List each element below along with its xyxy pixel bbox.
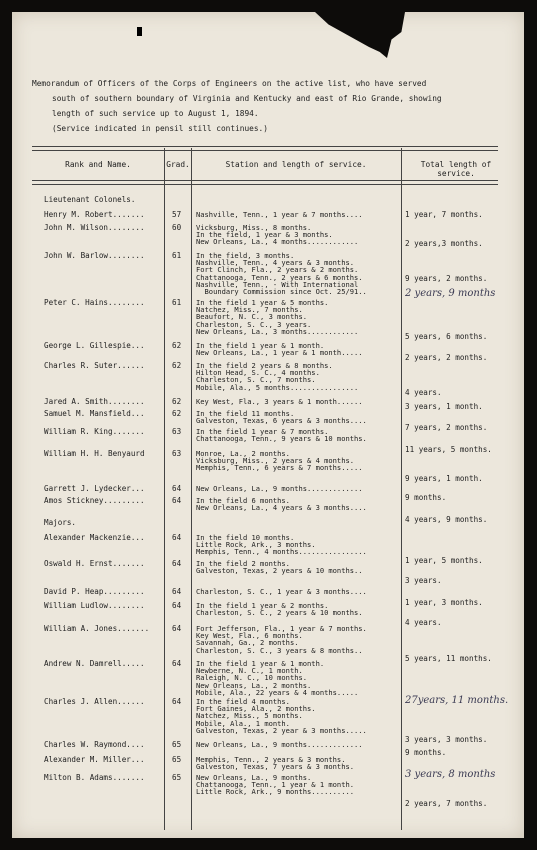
station-line: Mobile, Ala., 1 month. xyxy=(196,718,290,728)
station-line: Charleston, S. C., 7 months. xyxy=(196,375,316,385)
officer-name: Oswald H. Ernst....... xyxy=(44,559,145,568)
torn-corner xyxy=(315,12,405,62)
officer-name: William R. King....... xyxy=(44,427,145,436)
station-line: Mobile, Ala., 22 years & 4 months..... xyxy=(196,687,359,697)
column-divider xyxy=(401,148,402,830)
station-line: Boundary Commission since Oct. 25/91.. xyxy=(196,287,367,296)
station-line: In the field 2 months. xyxy=(196,559,290,568)
officer-name: Lieutenant Colonels. xyxy=(44,195,136,204)
grad-year: 65 xyxy=(172,740,182,749)
grad-year: 62 xyxy=(172,361,182,370)
station-line: In the field 6 months. xyxy=(196,496,290,505)
station-line: In the field, 1 year & 3 months. xyxy=(196,230,333,240)
station-line: Memphis, Tenn., 2 years & 3 months. xyxy=(196,755,346,764)
officer-name: Charles R. Suter...... xyxy=(44,361,145,370)
officer-name: Jared A. Smith........ xyxy=(44,397,145,406)
grad-year: 64 xyxy=(172,533,182,542)
grad-year: 63 xyxy=(172,427,182,436)
officer-name: Andrew N. Damrell..... xyxy=(44,659,145,668)
grad-year: 65 xyxy=(172,755,182,764)
station-line: Nashville, Tenn., - With International xyxy=(196,279,359,289)
total-service: 4 years. xyxy=(405,388,442,397)
grad-year: 62 xyxy=(172,341,182,350)
officer-name: George L. Gillespie... xyxy=(44,341,145,350)
station-line: Galveston, Texas, 6 years & 3 months.... xyxy=(196,416,367,426)
station-line: Natchez, Miss., 5 months. xyxy=(196,711,303,721)
station-line: Memphis, Tenn., 6 years & 7 months..... xyxy=(196,463,363,473)
total-service: 2 years,3 months. xyxy=(405,239,483,248)
column-divider xyxy=(191,148,192,830)
grad-year: 60 xyxy=(172,223,182,232)
station-line: Memphis, Tenn., 4 months................ xyxy=(196,547,367,557)
station-line: Little Rock, Ark., 3 months. xyxy=(196,540,316,550)
station-line: Savannah, Ga., 2 months. xyxy=(196,638,299,648)
total-service: 7 years, 2 months. xyxy=(405,423,488,432)
total-service: 11 years, 5 months. xyxy=(405,445,492,454)
officer-name: Samuel M. Mansfield... xyxy=(44,409,145,418)
station-line: Fort Jefferson, Fla., 1 year & 7 months. xyxy=(196,624,367,633)
header-rank: Rank and Name. xyxy=(65,160,131,169)
station-line: Galveston, Texas, 7 years & 3 months. xyxy=(196,762,355,772)
pencil-annotation: 3 years, 8 months xyxy=(405,769,496,780)
station-line: Nashville, Tenn., 1 year & 7 months.... xyxy=(196,210,363,219)
grad-year: 64 xyxy=(172,697,182,706)
grad-year: 64 xyxy=(172,624,182,633)
station-line: New Orleans, La., 4 months............ xyxy=(196,237,359,247)
officer-name: Milton B. Adams....... xyxy=(44,773,145,782)
total-service: 1 year, 5 months. xyxy=(405,556,483,565)
header-station: Station and length of service. xyxy=(225,160,367,169)
officer-name: William A. Jones....... xyxy=(44,624,150,633)
header-grad: Grad. xyxy=(166,160,190,169)
total-service: 2 years, 7 months. xyxy=(405,799,488,808)
station-line: Raleigh, N. C., 10 months. xyxy=(196,673,308,683)
grad-year: 64 xyxy=(172,559,182,568)
grad-year: 64 xyxy=(172,484,182,493)
officer-name: John W. Barlow........ xyxy=(44,251,145,260)
station-line: Chattanooga, Tenn., 1 year & 1 month. xyxy=(196,780,355,790)
grad-year: 63 xyxy=(172,449,182,458)
total-service: 3 years, 3 months. xyxy=(405,735,488,744)
grad-year: 62 xyxy=(172,409,182,418)
total-service: 3 years, 1 month. xyxy=(405,402,483,411)
station-line: New Orleans, La., 9 months............. xyxy=(196,484,363,493)
station-line: Galveston, Texas, 2 year & 3 months..... xyxy=(196,725,367,735)
station-line: In the field 10 months. xyxy=(196,533,295,542)
officer-name: William Ludlow........ xyxy=(44,601,145,610)
station-line: Nashville, Tenn., 4 years & 3 months. xyxy=(196,258,355,268)
total-service: 2 years, 2 months. xyxy=(405,353,488,362)
intro-line: south of southern boundary of Virginia and Kentucky and east of Rio Grande, showing xyxy=(52,94,442,103)
total-service: 4 years. xyxy=(405,618,442,627)
station-line: New Orleans, La., 2 months. xyxy=(196,680,312,690)
station-line: In the field, 3 months. xyxy=(196,251,295,260)
station-line: Galveston, Texas, 2 years & 10 months.. xyxy=(196,566,363,576)
total-service: 1 year, 3 months. xyxy=(405,598,483,607)
station-line: New Orleans, La., 9 months............. xyxy=(196,740,363,749)
header-total: Total length of service. xyxy=(420,160,492,178)
officer-name: Henry M. Robert....... xyxy=(44,210,145,219)
officer-name: Majors. xyxy=(44,518,77,527)
station-line: Mobile, Ala., 5 months................ xyxy=(196,382,359,392)
station-line: Charleston, S. C., 3 years & 8 months.. xyxy=(196,645,363,655)
station-line: Key West, Fla., 6 months. xyxy=(196,631,303,641)
station-line: Natchez, Miss., 7 months. xyxy=(196,305,303,315)
total-service: 9 months. xyxy=(405,493,447,502)
grad-year: 61 xyxy=(172,298,182,307)
officer-name: Alexander Mackenzie... xyxy=(44,533,145,542)
total-service: 9 years, 1 month. xyxy=(405,474,483,483)
officer-name: Alexander M. Miller... xyxy=(44,755,145,764)
officer-name: Peter C. Hains........ xyxy=(44,298,145,307)
total-service: 4 years, 9 months. xyxy=(405,515,488,524)
station-line: In the field 1 year & 5 months. xyxy=(196,298,329,307)
grad-year: 64 xyxy=(172,659,182,668)
officer-name: David P. Heap......... xyxy=(44,587,145,596)
total-service: 9 months. xyxy=(405,748,447,757)
station-line: Chattanooga, Tenn., 2 years & 6 months. xyxy=(196,272,363,282)
officer-name: Garrett J. Lydecker... xyxy=(44,484,145,493)
station-line: Fort Clinch, Fla., 2 years & 2 months. xyxy=(196,265,359,275)
total-service: 5 years, 11 months. xyxy=(405,654,492,663)
officer-name: John M. Wilson........ xyxy=(44,223,145,232)
grad-year: 64 xyxy=(172,496,182,505)
grad-year: 57 xyxy=(172,210,182,219)
grad-year: 64 xyxy=(172,601,182,610)
station-line: New Orleans, La., 9 months. xyxy=(196,773,312,782)
pencil-annotation: 2 years, 9 months xyxy=(405,288,496,299)
total-service: 5 years, 6 months. xyxy=(405,332,488,341)
total-service: 1 year, 7 months. xyxy=(405,210,483,219)
officer-name: Charles W. Raymond.... xyxy=(44,740,145,749)
station-line: Charleston, S. C., 1 year & 3 months.... xyxy=(196,587,367,596)
station-line: In the field 4 months. xyxy=(196,697,290,706)
station-line: In the field 2 years & 8 months. xyxy=(196,361,333,370)
station-line: Key West, Fla., 3 years & 1 month...... xyxy=(196,397,363,406)
station-line: Chattanooga, Tenn., 9 years & 10 months. xyxy=(196,434,367,444)
grad-year: 64 xyxy=(172,587,182,596)
grad-year: 65 xyxy=(172,773,182,782)
header-bottom-rule xyxy=(32,180,498,185)
grad-year: 61 xyxy=(172,251,182,260)
station-line: Hilton Head, S. C., 4 months. xyxy=(196,368,320,378)
station-line: Vicksburg, Miss., 8 months. xyxy=(196,223,312,232)
station-line: Charleston, S. C., 2 years & 10 months. xyxy=(196,608,363,618)
officer-name: Amos Stickney......... xyxy=(44,496,145,505)
station-line: Vicksburg, Miss., 2 years & 4 months. xyxy=(196,456,355,466)
station-line: In the field 1 year & 2 months. xyxy=(196,601,329,610)
intro-line: (Service indicated in pensil still continues.) xyxy=(52,124,268,133)
officer-name: William H. H. Benyaurd xyxy=(44,449,145,458)
total-service: 3 years. xyxy=(405,576,442,585)
station-line: In the field 11 months. xyxy=(196,409,295,418)
intro-line: Memorandum of Officers of the Corps of Engineers on the active list, who have served xyxy=(32,79,427,88)
punch-mark xyxy=(137,27,142,36)
station-line: New Orleans, La., 3 months............ xyxy=(196,326,359,336)
station-line: Fort Gaines, Ala., 2 months. xyxy=(196,704,316,714)
station-line: Newberne, N. C., 1 month. xyxy=(196,666,303,676)
total-service: 9 years, 2 months. xyxy=(405,274,488,283)
intro-line: length of such service up to August 1, 1894. xyxy=(52,109,259,118)
station-line: In the field 1 year & 1 month. xyxy=(196,659,325,668)
station-line: Little Rock, Ark., 9 months.......... xyxy=(196,787,355,797)
memorandum-intro xyxy=(32,76,502,136)
station-line: In the field 1 year & 7 months. xyxy=(196,427,329,436)
station-line: New Orleans, La., 4 years & 3 months.... xyxy=(196,503,367,513)
station-line: New Orleans, La., 1 year & 1 month..... xyxy=(196,348,363,358)
table-top-rule xyxy=(32,146,498,151)
station-line: Beaufort, N. C., 3 months. xyxy=(196,312,308,322)
grad-year: 62 xyxy=(172,397,182,406)
station-line: Monroe, La., 2 months. xyxy=(196,449,290,458)
station-line: Charleston, S. C., 3 years. xyxy=(196,319,312,329)
column-divider xyxy=(164,148,165,830)
officer-name: Charles J. Allen...... xyxy=(44,697,145,706)
station-line: In the field 1 year & 1 month. xyxy=(196,341,325,350)
pencil-annotation: 27years, 11 months. xyxy=(405,695,509,706)
